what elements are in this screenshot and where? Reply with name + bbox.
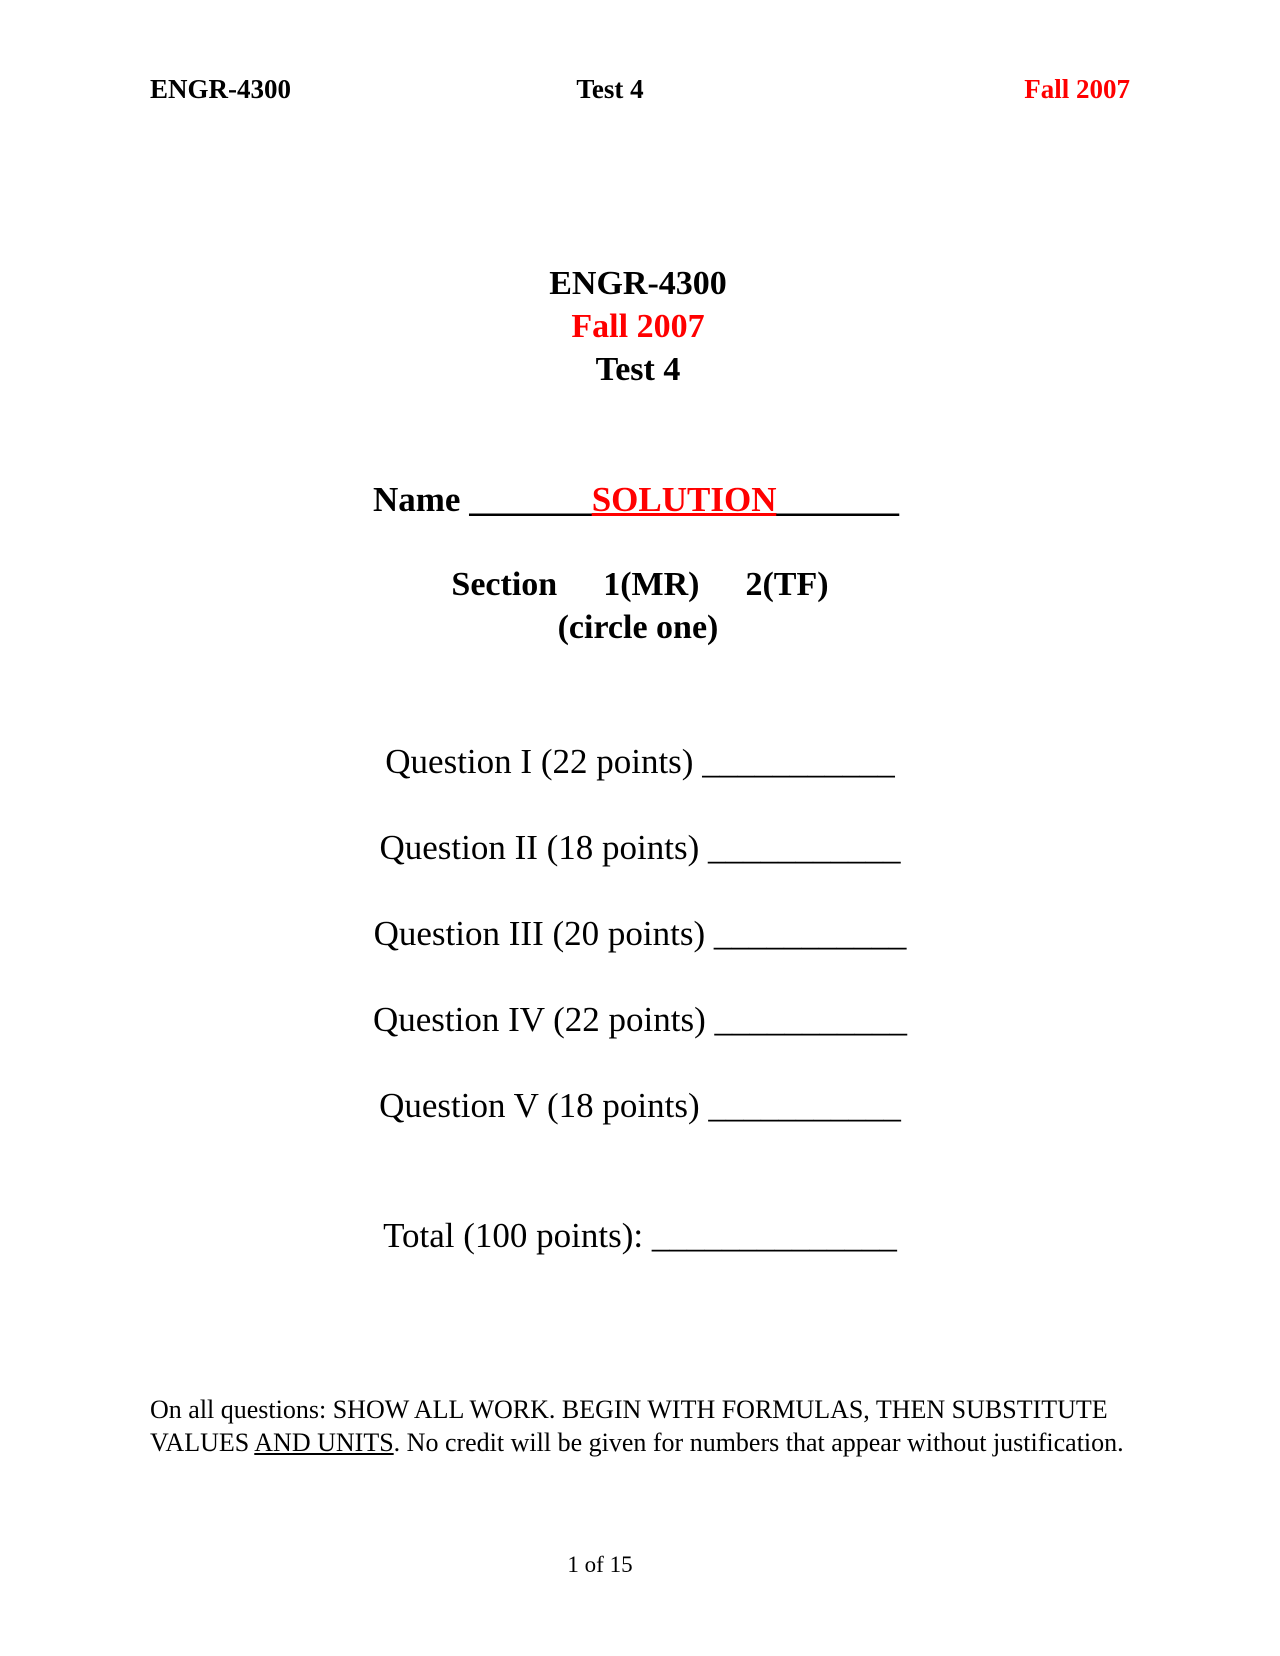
header-test: Test 4 — [576, 74, 644, 104]
question-row — [0, 914, 1280, 1000]
name-blank-before: _______ — [469, 480, 592, 519]
score-blank: ___________ — [714, 1000, 908, 1039]
question-label: Question III (20 points) — [373, 914, 706, 953]
section-label: Section — [451, 566, 558, 603]
instructions-paragraph — [150, 1393, 1140, 1459]
section-option-2: 2(TF) — [745, 566, 829, 603]
header-course: ENGR-4300 — [150, 74, 291, 104]
question-row — [0, 742, 1280, 828]
name-label: Name — [373, 480, 461, 519]
question-row — [0, 828, 1280, 914]
title-block — [0, 262, 1280, 391]
total-blank: ______________ — [651, 1216, 897, 1255]
instructions-part-1: On all questions: SHOW ALL WORK. BEGIN WITH FORMULAS, THEN SUBSTITUTE VALUES — [150, 1395, 1108, 1457]
section-option-1: 1(MR) — [603, 566, 700, 603]
name-value: SOLUTION — [591, 480, 777, 519]
section-instruction: (circle one) — [557, 609, 719, 646]
instructions-part-2: . No credit will be given for numbers that appear without justification. — [393, 1428, 1124, 1457]
question-label: Question IV (22 points) — [372, 1000, 706, 1039]
page-number: 1 of 15 — [567, 1552, 633, 1577]
instructions-underlined: AND UNITS — [254, 1428, 394, 1457]
question-label: Question V (18 points) — [379, 1086, 700, 1125]
page-header — [150, 74, 1130, 114]
total-label: Total (100 points): — [383, 1216, 644, 1255]
title-test: Test 4 — [595, 351, 681, 388]
score-blank: ___________ — [702, 742, 895, 781]
score-blank: ___________ — [708, 1086, 901, 1125]
title-term: Fall 2007 — [571, 308, 705, 345]
name-field — [0, 480, 1276, 520]
question-label: Question II (18 points) — [379, 828, 700, 867]
question-label: Question I (22 points) — [385, 742, 694, 781]
question-score-list — [0, 742, 1280, 1172]
total-row — [0, 1216, 1280, 1256]
header-term: Fall 2007 — [1024, 74, 1130, 104]
title-course: ENGR-4300 — [549, 265, 727, 302]
question-row — [0, 1086, 1280, 1172]
section-field — [0, 563, 1280, 649]
score-blank: ___________ — [708, 828, 901, 867]
name-blank-after: _______ — [776, 480, 899, 519]
score-blank: ___________ — [713, 914, 907, 953]
question-row — [0, 1000, 1280, 1086]
